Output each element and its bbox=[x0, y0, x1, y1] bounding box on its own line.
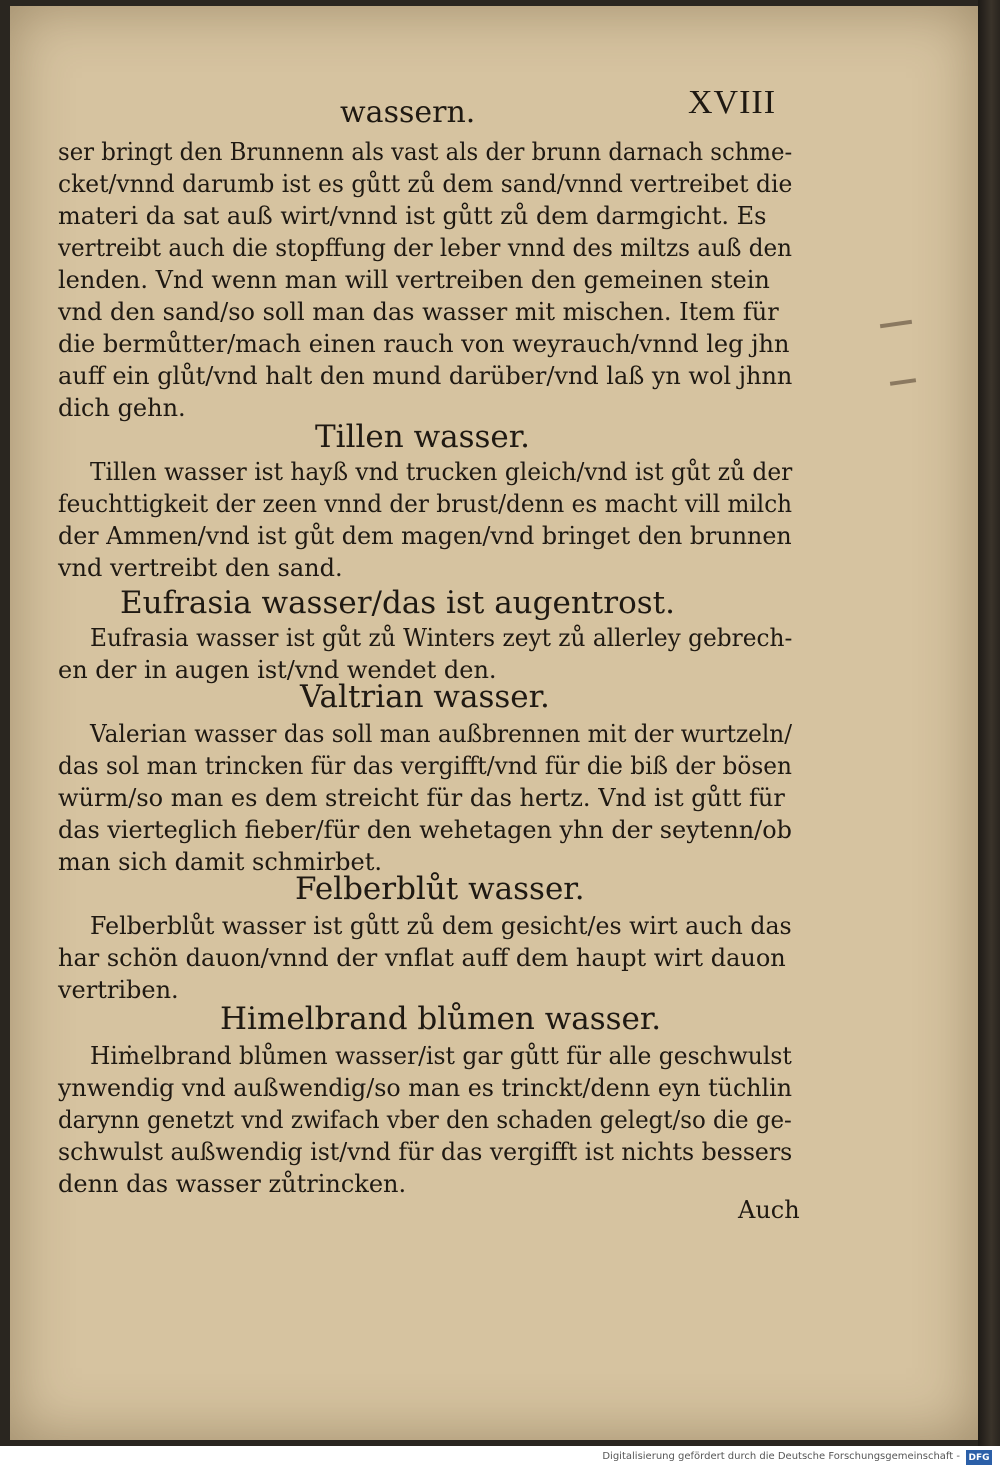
text-line: das vierteglich fieber/für den wehetagen yhn der seytenn/ob bbox=[58, 816, 792, 844]
text-line: schwulst außwendig ist/vnd für das vergifft ist nichts bessers bbox=[58, 1138, 793, 1166]
footer-bar bbox=[0, 1446, 1000, 1470]
text-line: lenden. Vnd wenn man will vertreiben den gemeinen stein bbox=[58, 266, 770, 294]
section-heading: Tillen wasser. bbox=[315, 419, 531, 455]
binding-edge bbox=[978, 0, 1000, 1446]
text-line: die bermůtter/mach einen rauch von weyrauch/vnnd leg jhn bbox=[58, 330, 790, 358]
text-line: cket/vnnd darumb ist es gůtt zů dem sand/vnnd vertreibet die bbox=[58, 170, 793, 198]
running-head: wassern. bbox=[340, 95, 476, 130]
text-line: Hiṁelbrand blůmen wasser/ist gar gůtt für alle geschwulst bbox=[90, 1042, 792, 1070]
catchword: Auch bbox=[738, 1196, 800, 1224]
text-line: vnd den sand/so soll man das wasser mit mischen. Item für bbox=[58, 298, 779, 326]
text-line: vertriben. bbox=[58, 976, 179, 1004]
text-line: Tillen wasser ist hayß vnd trucken gleich/vnd ist gůt zů der bbox=[90, 458, 793, 486]
text-line: Eufrasia wasser ist gůt zů Winters zeyt zů allerley gebrech- bbox=[90, 624, 793, 652]
text-line: materi da sat auß wirt/vnnd ist gůtt zů dem darmgicht. Es bbox=[58, 202, 767, 230]
text-line: man sich damit schmirbet. bbox=[58, 848, 383, 876]
text-line: auff ein glůt/vnd halt den mund darüber/vnd laß yn wol jhnn bbox=[58, 362, 793, 390]
text-line: vertreibt auch die stopffung der leber vnnd des miltzs auß den bbox=[58, 234, 792, 262]
text-line: en der in augen ist/vnd wendet den. bbox=[58, 656, 497, 684]
text-line: Felberblůt wasser ist gůtt zů dem gesicht/es wirt auch das bbox=[90, 912, 792, 940]
section-heading: Felberblůt wasser. bbox=[295, 871, 585, 907]
footer-credit: Digitalisierung gefördert durch die Deutsche Forschungsgemeinschaft - bbox=[602, 1451, 960, 1462]
text-line: feuchttigkeit der zeen vnnd der brust/denn es macht vill milch bbox=[58, 490, 793, 518]
text-line: denn das wasser zůtrincken. bbox=[58, 1170, 407, 1198]
section-heading: Eufrasia wasser/das ist augentrost. bbox=[120, 585, 675, 621]
dfg-logo: DFG bbox=[966, 1450, 992, 1465]
text-line: vnd vertreibt den sand. bbox=[58, 554, 343, 582]
text-line: der Ammen/vnd ist gůt dem magen/vnd bringet den brunnen bbox=[58, 522, 792, 550]
text-line: dich gehn. bbox=[58, 394, 186, 422]
text-line: darynn genetzt vnd zwifach vber den schaden gelegt/so die ge- bbox=[58, 1106, 792, 1134]
section-heading: Himelbrand blůmen wasser. bbox=[220, 1001, 662, 1037]
text-line: das sol man trincken für das vergifft/vnd für die biß der bösen bbox=[58, 752, 792, 780]
text-line: Valerian wasser das soll man außbrennen mit der wurtzeln/ bbox=[90, 720, 793, 748]
folio-number: XVIII bbox=[688, 84, 777, 121]
text-line: ynwendig vnd außwendig/so man es trinckt/denn eyn tüchlin bbox=[58, 1074, 793, 1102]
text-line: ser bringt den Brunnenn als vast als der brunn darnach schme- bbox=[58, 138, 793, 166]
text-line: har schön dauon/vnnd der vnflat auff dem haupt wirt dauon bbox=[58, 944, 786, 972]
text-line: würm/so man es dem streicht für das hertz. Vnd ist gůtt für bbox=[58, 784, 785, 812]
section-heading: Valtrian wasser. bbox=[300, 679, 550, 715]
